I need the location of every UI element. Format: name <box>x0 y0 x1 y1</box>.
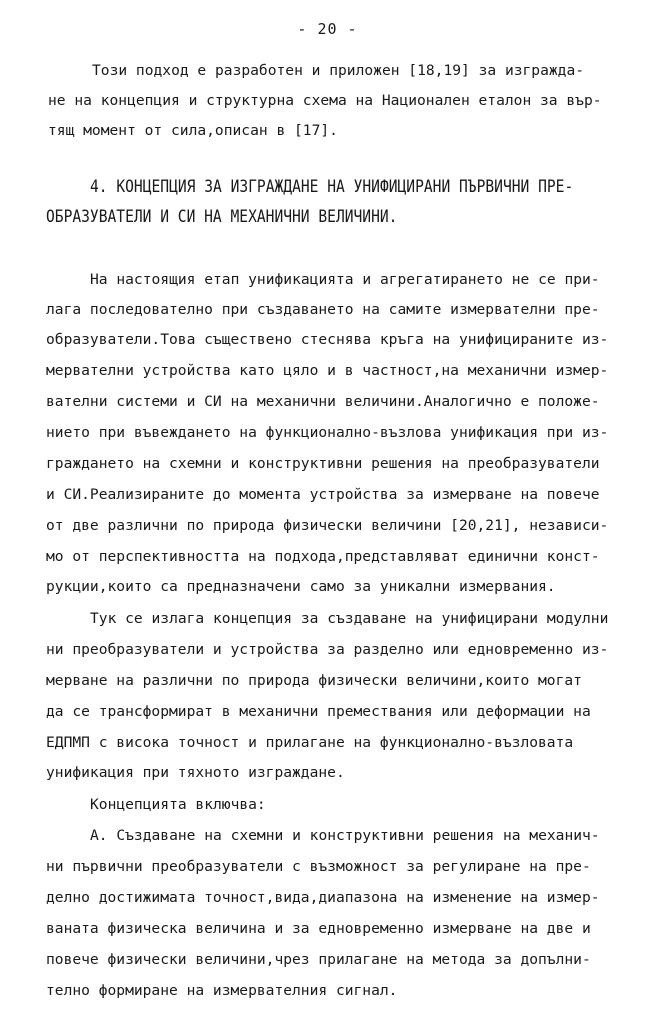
text-line: лага последователно при създаването на самите измервателни пре- <box>46 301 600 318</box>
text-line: вателни системи и СИ на механични величини.Аналогично е положе- <box>46 393 600 410</box>
text-line: На настоящия етап унификацията и агрегатирането не се при- <box>90 271 600 288</box>
text-line: тящ момент от сила,описан в [17]. <box>48 122 338 139</box>
text-line: ни преобразуватели и устройства за разделно или едновременно из- <box>46 641 609 658</box>
text-line: ни първични преобразуватели с възможност за регулиране на пре- <box>46 858 591 875</box>
section-heading: ОБРАЗУВАТЕЛИ И СИ НА МЕХАНИЧНИ ВЕЛИЧИНИ. <box>46 207 398 227</box>
text-line: мо от перспективността на подхода,представляват единични конст- <box>46 548 600 565</box>
page-number: - 20 - <box>297 20 358 38</box>
text-line: телно формиране на измервателния сигнал. <box>46 982 398 999</box>
section-heading: 4. КОНЦЕПЦИЯ ЗА ИЗГРАЖДАНЕ НА УНИФИЦИРАНИ ПЪРВИЧНИ ПРЕ- <box>90 177 574 197</box>
text-line: не на концепция и структурна схема на Национален еталон за вър- <box>48 92 602 109</box>
text-line: мервателни устройства като цяло и в частност,на механични измер- <box>46 362 609 379</box>
text-line: граждането на схемни и конструктивни решения на преобразуватели <box>46 455 600 472</box>
text-line: Тук се излага концепция за създаване на унифицирани модулни <box>90 610 609 627</box>
text-line: рукции,които са предназначени само за уникални измервания. <box>46 578 556 595</box>
text-line: да се трансформират в механични премествания или деформации на <box>46 703 591 720</box>
text-line: и СИ.Реализираните до момента устройства за измерване на повече <box>46 486 600 503</box>
text-line: ЕДПМП с висока точност и прилагане на функционално-възловата <box>46 734 574 751</box>
text-line: ваната физическа величина и за едновременно измерване на две и <box>46 920 591 937</box>
text-line: нието при въвеждането на функционално-възлова унификация при из- <box>46 424 609 441</box>
text-line: унификация при тяхното изграждане. <box>46 764 345 781</box>
text-line: от две различни по природа физически величини [20,21], независи- <box>46 517 609 534</box>
text-line: А. Създаване на схемни и конструктивни решения на механич- <box>90 827 600 844</box>
text-line: образуватели.Това съществено стеснява кръга на унифицираните из- <box>46 331 609 348</box>
text-line: мерване на различни по природа физически величини,които могат <box>46 672 582 689</box>
text-line: делно достижимата точност,вида,диапазона на изменение на измер- <box>46 889 600 906</box>
text-line: Този подход е разработен и приложен [18,19] за изгражда- <box>92 62 585 79</box>
text-line: Концепцията включва: <box>90 796 266 813</box>
text-line: повече физически величини,чрез прилагане на метода за допълни- <box>46 951 591 968</box>
